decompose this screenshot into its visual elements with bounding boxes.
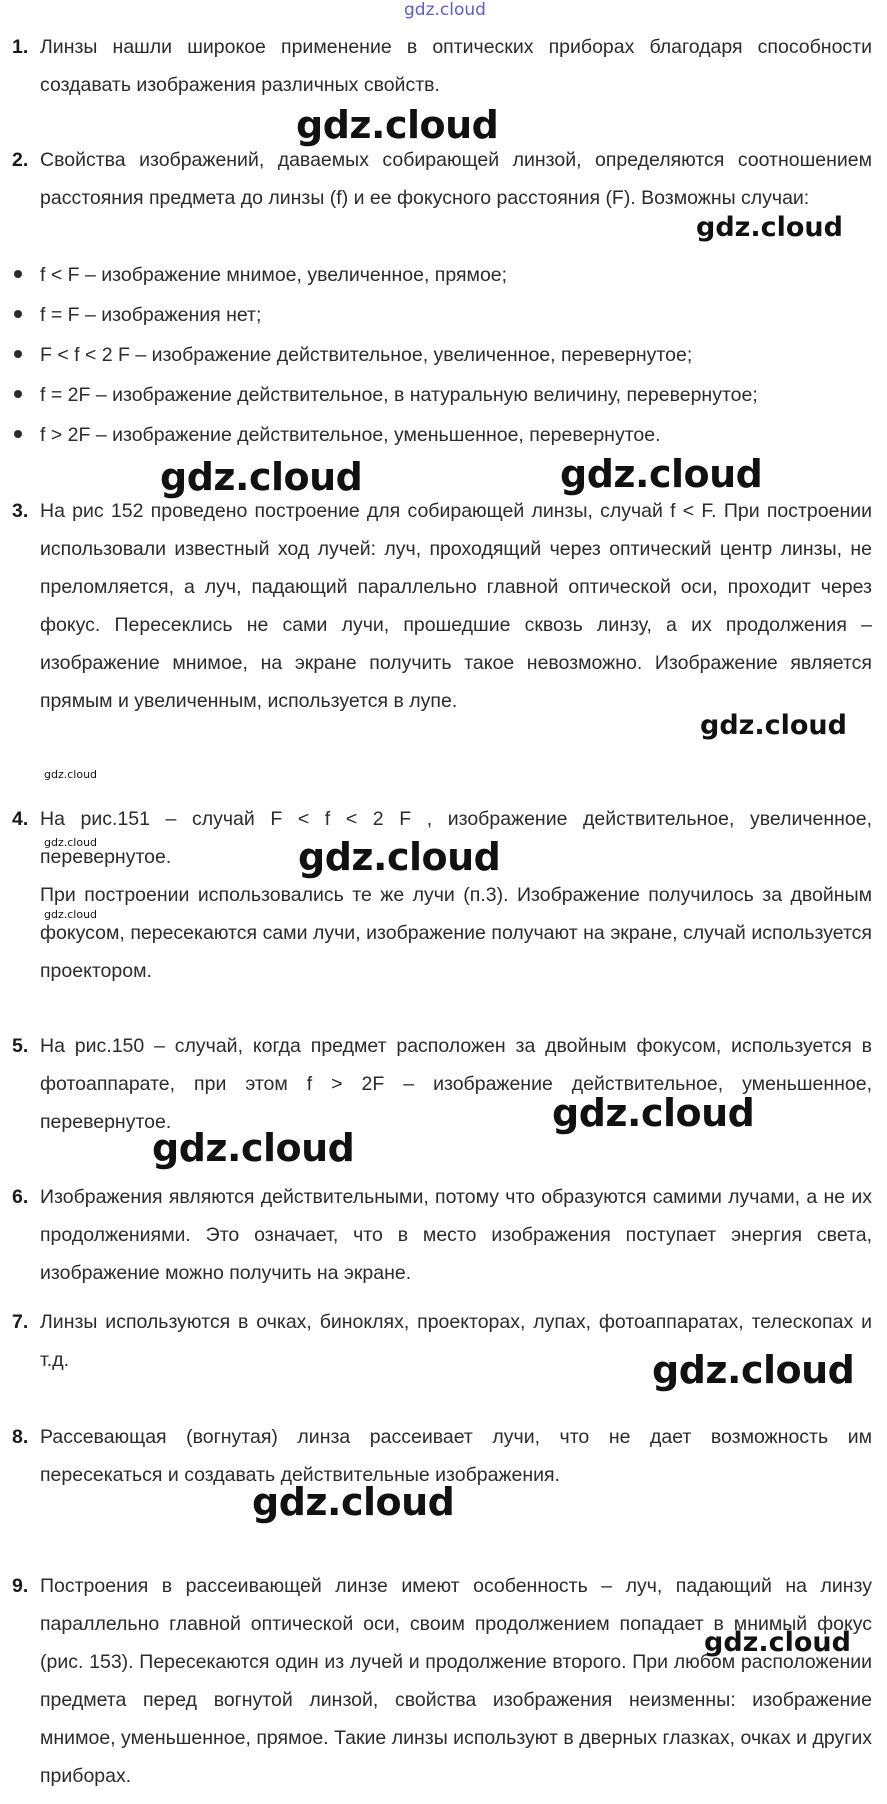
case-item: f > 2F – изображение действительное, уменьшенное, перевернутое. [10, 415, 872, 455]
item-text [40, 800, 872, 990]
bullet-icon [14, 350, 22, 358]
item-number: 3. [12, 500, 29, 522]
watermark: gdz.cloud [552, 1091, 755, 1135]
item-number: 4. [12, 808, 29, 830]
paragraph: На рис.151 – случай F < f < 2 F , изображение действительное, увеличенное, перевернутое. [40, 808, 872, 868]
watermark: gdz.cloud [44, 768, 98, 781]
watermark: gdz.cloud [44, 908, 98, 921]
item-text [40, 28, 872, 104]
watermark: gdz.cloud [298, 835, 501, 879]
bullet-icon [14, 310, 22, 318]
item-text [40, 141, 872, 217]
watermark: gdz.cloud [700, 710, 847, 741]
paragraph: Линзы нашли широкое применение в оптических приборах благодаря способности создавать изображения различных свойств. [40, 36, 872, 96]
cases-list [10, 255, 872, 455]
case-item: f = 2F – изображение действительное, в натуральную величину, перевернутое; [10, 375, 872, 415]
watermark: gdz.cloud [296, 103, 499, 147]
list-item-3 [12, 492, 872, 720]
case-item: f = F – изображения нет; [10, 295, 872, 335]
watermark: gdz.cloud [704, 1627, 851, 1658]
item-number: 2. [12, 149, 29, 171]
item-number: 9. [12, 1575, 29, 1597]
watermark: gdz.cloud [152, 1126, 355, 1170]
item-number: 1. [12, 36, 29, 58]
list-item-2 [12, 141, 872, 217]
watermark-top: gdz.cloud [404, 0, 486, 20]
paragraph: Свойства изображений, даваемых собирающей линзой, определяются соотношением расстояния предмета до линзы (f) и ее фокусного расстояния (F). Возможны случаи: [40, 149, 872, 209]
list-item-6 [12, 1178, 872, 1292]
bullet-icon [14, 430, 22, 438]
watermark: gdz.cloud [44, 836, 98, 849]
item-text [40, 1178, 872, 1292]
paragraph: При построении использовались те же лучи (п.3). Изображение получилось за двойным фокусом, пересекаются сами лучи, изображение получают на экране, случай используется проектором. [40, 884, 872, 982]
list-item-9 [12, 1567, 872, 1795]
watermark: gdz.cloud [560, 452, 763, 496]
bullet-icon [14, 390, 22, 398]
paragraph: Линзы используются в очках, биноклях, проекторах, лупах, фотоаппаратах, телескопах и т.д. [40, 1311, 872, 1371]
case-item: F < f < 2 F – изображение действительное, увеличенное, перевернутое; [10, 335, 872, 375]
paragraph: Рассевающая (вогнутая) линза рассеивает лучи, что не дает возможность им пересекаться и создавать действительные изображения. [40, 1426, 872, 1486]
watermark: gdz.cloud [252, 1480, 455, 1524]
item-number: 5. [12, 1035, 29, 1057]
item-text [40, 1567, 872, 1795]
item-number: 8. [12, 1426, 29, 1448]
bullet-icon [14, 270, 22, 278]
paragraph: На рис.150 – случай, когда предмет расположен за двойным фокусом, используется в фотоаппарате, при этом f > 2F – изображение действительное, уменьшенное, перевернутое. [40, 1035, 872, 1133]
paragraph: На рис 152 проведено построение для собирающей линзы, случай f < F. При построении использовали известный ход лучей: луч, проходящий через оптический центр линзы, не преломляется, а луч, падающий параллельно главной оптической оси, проходит через фокус. Пересеклись не сами лучи, прошедшие сквозь линзу, а их продолжения – изображение мнимое, на экране получить такое невозможно. Изображение является прямым и увеличенным, используется в лупе. [40, 500, 872, 712]
watermark: gdz.cloud [652, 1348, 855, 1392]
item-number: 6. [12, 1186, 29, 1208]
list-item-1 [12, 28, 872, 104]
item-number: 7. [12, 1311, 29, 1333]
watermark: gdz.cloud [696, 212, 843, 243]
item-text [40, 1418, 872, 1494]
list-item-4 [12, 800, 872, 990]
watermark: gdz.cloud [160, 455, 363, 499]
paragraph: Изображения являются действительными, потому что образуются самими лучами, а не их продолжениями. Это означает, что в место изображения поступает энергия света, изображение можно получить на экране. [40, 1186, 872, 1284]
case-item: f < F – изображение мнимое, увеличенное, прямое; [10, 255, 872, 295]
paragraph: Построения в рассеивающей линзе имеют особенность – луч, падающий на линзу параллельно главной оптической оси, своим продолжением попадает в мнимый фокус (рис. 153). Пересекаются один из лучей и продолжение второго. При любом расположении предмета перед вогнутой линзой, свойства изображения неизменны: изображение мнимое, уменьшенное, прямое. Такие линзы используют в дверных глазках, очках и других приборах. [40, 1575, 872, 1787]
item-text [40, 492, 872, 720]
